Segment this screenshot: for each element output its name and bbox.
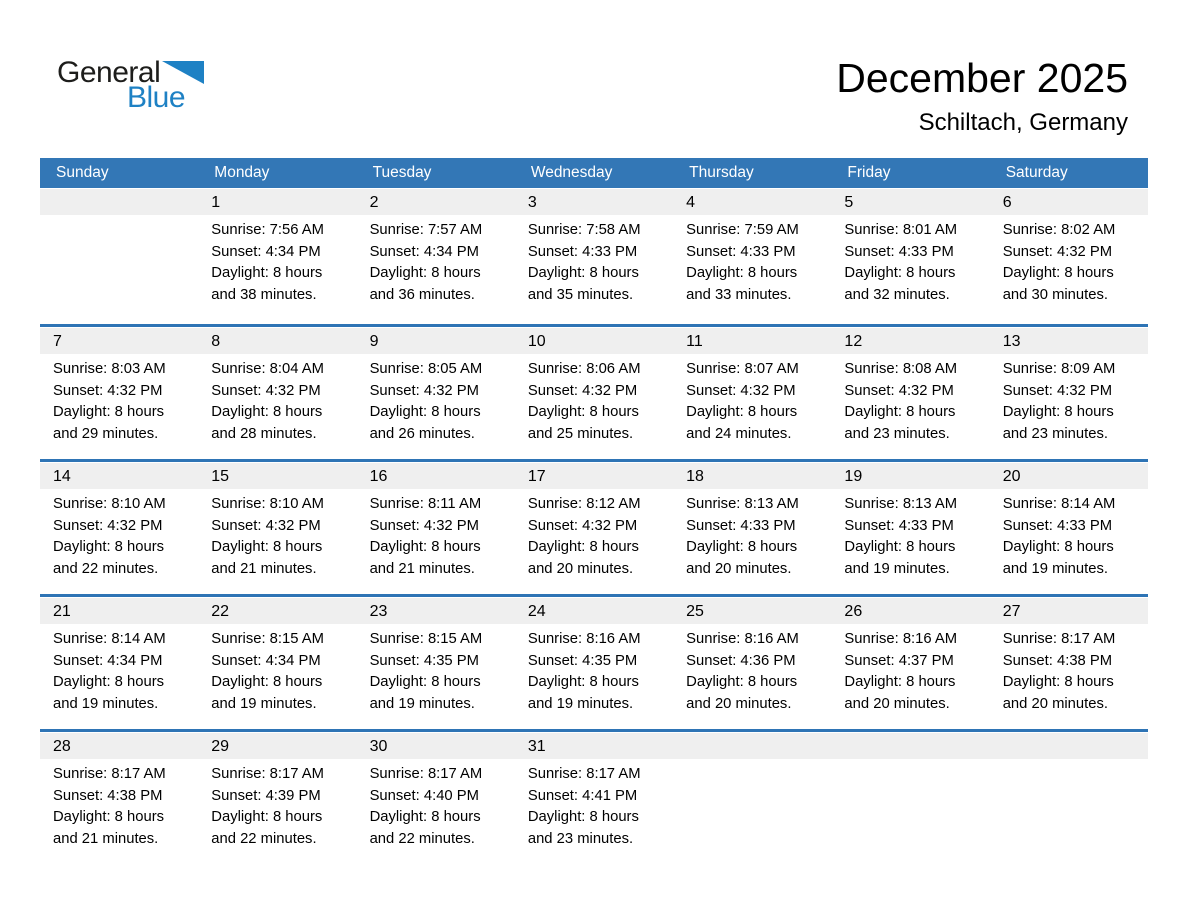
- sunset-line: Sunset: 4:40 PM: [369, 787, 479, 804]
- day-number: 20: [1002, 468, 1021, 485]
- day-number: 17: [527, 468, 546, 485]
- day-number: 23: [369, 603, 388, 620]
- day-number-strip: [40, 598, 1148, 624]
- sunrise-line: Sunrise: 8:08 AM: [844, 361, 958, 377]
- day-number-strip: [40, 733, 1148, 759]
- day-number: 22: [211, 603, 230, 620]
- daylight-line-1: Daylight: 8 hours: [686, 404, 798, 421]
- day-cell-details: [831, 494, 989, 580]
- daylight-line-2: and 21 minutes.: [369, 560, 475, 577]
- daylight-line-1: Daylight: 8 hours: [53, 404, 165, 421]
- daylight-line-2: and 24 minutes.: [686, 425, 792, 442]
- daylight-line-1: Daylight: 8 hours: [211, 404, 323, 421]
- sunset-line: Sunset: 4:32 PM: [53, 382, 163, 399]
- daylight-line-1: Daylight: 8 hours: [211, 265, 323, 282]
- daylight-line-1: Daylight: 8 hours: [1002, 265, 1114, 282]
- sunset-line: Sunset: 4:33 PM: [686, 243, 796, 260]
- sunrise-line: Sunrise: 8:03 AM: [53, 361, 166, 377]
- daylight-line-2: and 19 minutes.: [211, 695, 317, 712]
- day-cell-details: [515, 764, 673, 850]
- sunset-line: Sunset: 4:32 PM: [1002, 243, 1113, 260]
- sunset-line: Sunset: 4:33 PM: [527, 243, 638, 260]
- daylight-line-2: and 23 minutes.: [844, 425, 950, 442]
- general-blue-logo: [57, 56, 204, 114]
- day-number: 18: [686, 468, 704, 485]
- daylight-line-1: Daylight: 8 hours: [527, 674, 639, 691]
- day-cell-details: [357, 359, 515, 445]
- sunset-line: Sunset: 4:33 PM: [844, 243, 954, 260]
- day-number: 27: [1002, 603, 1021, 620]
- daylight-line-1: Daylight: 8 hours: [211, 674, 323, 691]
- sunrise-line: Sunrise: 7:58 AM: [527, 222, 641, 238]
- day-number: 14: [53, 468, 71, 485]
- daylight-line-1: Daylight: 8 hours: [844, 674, 956, 691]
- daylight-line-2: and 20 minutes.: [686, 695, 792, 712]
- day-cell-details: [40, 629, 198, 715]
- sunset-line: Sunset: 4:34 PM: [53, 652, 163, 669]
- empty-day-number: [990, 733, 1148, 760]
- daylight-line-2: and 21 minutes.: [211, 560, 317, 577]
- day-cell-details: [40, 494, 198, 580]
- sunset-line: Sunset: 4:32 PM: [527, 517, 638, 534]
- daylight-line-1: Daylight: 8 hours: [527, 265, 639, 282]
- sunset-line: Sunset: 4:35 PM: [369, 652, 479, 669]
- day-number: 7: [53, 333, 62, 350]
- day-cell-details: [357, 494, 515, 580]
- weekday-header-tuesday: Tuesday: [372, 164, 432, 181]
- day-cell-details: [673, 359, 831, 445]
- daylight-line-2: and 22 minutes.: [211, 830, 317, 847]
- day-cell-details: [673, 494, 831, 580]
- day-number: 24: [527, 603, 546, 620]
- daylight-line-1: Daylight: 8 hours: [369, 809, 481, 826]
- daylight-line-2: and 19 minutes.: [53, 695, 159, 712]
- week-row: [40, 324, 1148, 459]
- daylight-line-1: Daylight: 8 hours: [53, 674, 165, 691]
- day-number: 11: [686, 333, 703, 350]
- weekday-header-thursday: Thursday: [689, 164, 754, 181]
- sunrise-line: Sunrise: 8:17 AM: [369, 766, 483, 782]
- day-cell-details: [515, 359, 673, 445]
- day-number: 31: [527, 738, 546, 755]
- sunset-line: Sunset: 4:32 PM: [1002, 382, 1113, 399]
- empty-day-cell: [673, 764, 831, 850]
- sunrise-line: Sunrise: 8:13 AM: [686, 496, 799, 512]
- day-details-row: [40, 759, 1148, 850]
- week-row: [40, 459, 1148, 594]
- weekday-header-sunday: Sunday: [56, 164, 109, 181]
- daylight-line-2: and 20 minutes.: [686, 560, 792, 577]
- sunset-line: Sunset: 4:32 PM: [211, 382, 321, 399]
- daylight-line-1: Daylight: 8 hours: [369, 674, 481, 691]
- day-cell-details: [198, 359, 356, 445]
- daylight-line-2: and 22 minutes.: [369, 830, 475, 847]
- sunrise-line: Sunrise: 8:13 AM: [844, 496, 958, 512]
- day-number: 30: [369, 738, 388, 755]
- sunset-line: Sunset: 4:33 PM: [844, 517, 954, 534]
- calendar-grid: [40, 158, 1148, 864]
- sunset-line: Sunset: 4:35 PM: [527, 652, 638, 669]
- day-number: 3: [527, 194, 537, 211]
- empty-day-cell: [40, 220, 198, 306]
- day-cell-details: [673, 629, 831, 715]
- weekday-header-saturday: Saturday: [1005, 164, 1068, 181]
- sunrise-line: Sunrise: 8:14 AM: [53, 631, 166, 647]
- day-cell-details: [990, 359, 1148, 445]
- sunrise-line: Sunrise: 8:10 AM: [53, 496, 166, 512]
- daylight-line-2: and 32 minutes.: [844, 286, 950, 303]
- daylight-line-1: Daylight: 8 hours: [686, 539, 798, 556]
- weeks-container: [40, 189, 1148, 864]
- daylight-line-2: and 20 minutes.: [527, 560, 634, 577]
- day-cell-details: [831, 359, 989, 445]
- logo-text-general: General: [57, 56, 161, 89]
- sunrise-line: Sunrise: 7:57 AM: [369, 222, 483, 238]
- weekday-header-row: [40, 158, 1148, 188]
- week-row: [40, 189, 1148, 324]
- sunset-line: Sunset: 4:33 PM: [1002, 517, 1113, 534]
- week-row: [40, 594, 1148, 729]
- day-cell-details: [198, 494, 356, 580]
- sunset-line: Sunset: 4:33 PM: [686, 517, 796, 534]
- day-cell-details: [357, 764, 515, 850]
- day-cell-details: [357, 220, 515, 306]
- sunset-line: Sunset: 4:32 PM: [686, 382, 796, 399]
- logo-text-blue: Blue: [127, 81, 186, 114]
- sunrise-line: Sunrise: 7:59 AM: [686, 222, 799, 238]
- sunrise-line: Sunrise: 8:16 AM: [844, 631, 958, 647]
- weekday-header-friday: Friday: [847, 164, 891, 181]
- sunset-line: Sunset: 4:32 PM: [527, 382, 638, 399]
- empty-day-number: [40, 189, 198, 216]
- daylight-line-2: and 23 minutes.: [527, 830, 634, 847]
- day-number: 19: [844, 468, 863, 485]
- daylight-line-2: and 36 minutes.: [369, 286, 475, 303]
- day-number: 8: [211, 333, 221, 350]
- day-number: 13: [1002, 333, 1021, 350]
- day-number: 25: [686, 603, 704, 620]
- sunrise-line: Sunrise: 8:16 AM: [686, 631, 799, 647]
- daylight-line-1: Daylight: 8 hours: [1002, 674, 1114, 691]
- sunrise-line: Sunrise: 8:15 AM: [369, 631, 483, 647]
- day-number: 28: [53, 738, 71, 755]
- day-cell-details: [198, 629, 356, 715]
- daylight-line-2: and 20 minutes.: [1002, 695, 1108, 712]
- day-number: 1: [211, 194, 221, 211]
- sunset-line: Sunset: 4:39 PM: [211, 787, 321, 804]
- weekday-header-monday: Monday: [214, 164, 270, 181]
- daylight-line-1: Daylight: 8 hours: [369, 265, 481, 282]
- day-cell-details: [990, 494, 1148, 580]
- day-number-strip: [40, 463, 1148, 489]
- daylight-line-2: and 20 minutes.: [844, 695, 950, 712]
- sunrise-line: Sunrise: 8:05 AM: [369, 361, 483, 377]
- sunset-line: Sunset: 4:32 PM: [844, 382, 954, 399]
- daylight-line-1: Daylight: 8 hours: [1002, 404, 1114, 421]
- sunrise-line: Sunrise: 8:11 AM: [369, 496, 482, 512]
- daylight-line-1: Daylight: 8 hours: [844, 539, 956, 556]
- empty-day-number: [831, 733, 989, 760]
- daylight-line-2: and 33 minutes.: [686, 286, 792, 303]
- day-number: 6: [1002, 194, 1012, 211]
- daylight-line-2: and 35 minutes.: [527, 286, 634, 303]
- day-number-strip: [40, 328, 1148, 354]
- daylight-line-1: Daylight: 8 hours: [686, 674, 798, 691]
- empty-day-cell: [831, 764, 989, 850]
- sunrise-line: Sunrise: 7:56 AM: [211, 222, 324, 238]
- daylight-line-1: Daylight: 8 hours: [369, 539, 481, 556]
- day-cell-details: [40, 764, 198, 850]
- sunset-line: Sunset: 4:38 PM: [53, 787, 163, 804]
- sunset-line: Sunset: 4:36 PM: [686, 652, 796, 669]
- day-number: 26: [844, 603, 863, 620]
- day-cell-details: [357, 629, 515, 715]
- day-number: 12: [844, 333, 863, 350]
- sunrise-line: Sunrise: 8:01 AM: [844, 222, 958, 238]
- sunset-line: Sunset: 4:32 PM: [369, 382, 479, 399]
- daylight-line-2: and 26 minutes.: [369, 425, 475, 442]
- day-details-row: [40, 624, 1148, 715]
- daylight-line-2: and 28 minutes.: [211, 425, 317, 442]
- sunrise-line: Sunrise: 8:02 AM: [1002, 222, 1116, 238]
- day-cell-details: [198, 220, 356, 306]
- daylight-line-2: and 19 minutes.: [527, 695, 634, 712]
- page-title: December 2025: [836, 55, 1128, 101]
- day-cell-details: [990, 220, 1148, 306]
- daylight-line-1: Daylight: 8 hours: [1002, 539, 1114, 556]
- sunset-line: Sunset: 4:34 PM: [369, 243, 479, 260]
- sunrise-line: Sunrise: 8:07 AM: [686, 361, 799, 377]
- day-number: 16: [369, 468, 388, 485]
- daylight-line-2: and 23 minutes.: [1002, 425, 1108, 442]
- day-number: 4: [686, 194, 696, 211]
- daylight-line-1: Daylight: 8 hours: [686, 265, 798, 282]
- day-cell-details: [515, 220, 673, 306]
- sunrise-line: Sunrise: 8:17 AM: [1002, 631, 1116, 647]
- day-number: 10: [527, 333, 546, 350]
- daylight-line-2: and 29 minutes.: [53, 425, 159, 442]
- sunrise-line: Sunrise: 8:06 AM: [527, 361, 641, 377]
- daylight-line-2: and 38 minutes.: [211, 286, 317, 303]
- day-cell-details: [515, 629, 673, 715]
- day-number-strip: [40, 189, 1148, 215]
- daylight-line-1: Daylight: 8 hours: [527, 404, 639, 421]
- day-cell-details: [198, 764, 356, 850]
- day-number: 29: [211, 738, 230, 755]
- title-block: [836, 56, 1128, 138]
- day-number: 21: [53, 603, 71, 620]
- daylight-line-1: Daylight: 8 hours: [211, 809, 323, 826]
- day-cell-details: [515, 494, 673, 580]
- day-cell-details: [831, 629, 989, 715]
- sunrise-line: Sunrise: 8:17 AM: [211, 766, 324, 782]
- sunrise-line: Sunrise: 8:15 AM: [211, 631, 324, 647]
- sunrise-line: Sunrise: 8:09 AM: [1002, 361, 1116, 377]
- day-details-row: [40, 354, 1148, 445]
- sunset-line: Sunset: 4:38 PM: [1002, 652, 1113, 669]
- day-number: 2: [369, 194, 379, 211]
- sunset-line: Sunset: 4:34 PM: [211, 652, 321, 669]
- weekday-header-wednesday: Wednesday: [530, 164, 613, 181]
- sunrise-line: Sunrise: 8:17 AM: [53, 766, 166, 782]
- sunset-line: Sunset: 4:32 PM: [53, 517, 163, 534]
- daylight-line-1: Daylight: 8 hours: [53, 809, 165, 826]
- sunrise-line: Sunrise: 8:17 AM: [527, 766, 641, 782]
- sunset-line: Sunset: 4:32 PM: [211, 517, 321, 534]
- day-cell-details: [673, 220, 831, 306]
- day-number: 5: [844, 194, 854, 211]
- daylight-line-2: and 19 minutes.: [844, 560, 950, 577]
- daylight-line-2: and 19 minutes.: [1002, 560, 1108, 577]
- daylight-line-1: Daylight: 8 hours: [527, 539, 639, 556]
- sunrise-line: Sunrise: 8:12 AM: [527, 496, 641, 512]
- daylight-line-1: Daylight: 8 hours: [53, 539, 165, 556]
- daylight-line-2: and 30 minutes.: [1002, 286, 1108, 303]
- day-number: 15: [211, 468, 230, 485]
- day-number: 9: [369, 333, 379, 350]
- daylight-line-2: and 25 minutes.: [527, 425, 634, 442]
- daylight-line-1: Daylight: 8 hours: [211, 539, 323, 556]
- daylight-line-1: Daylight: 8 hours: [844, 265, 956, 282]
- daylight-line-1: Daylight: 8 hours: [844, 404, 956, 421]
- sunrise-line: Sunrise: 8:14 AM: [1002, 496, 1116, 512]
- week-row: [40, 729, 1148, 864]
- sunrise-line: Sunrise: 8:04 AM: [211, 361, 324, 377]
- sunset-line: Sunset: 4:32 PM: [369, 517, 479, 534]
- sunset-line: Sunset: 4:34 PM: [211, 243, 321, 260]
- day-details-row: [40, 489, 1148, 580]
- daylight-line-2: and 22 minutes.: [53, 560, 159, 577]
- empty-day-cell: [990, 764, 1148, 850]
- sunset-line: Sunset: 4:41 PM: [527, 787, 638, 804]
- day-details-row: [40, 215, 1148, 306]
- daylight-line-1: Daylight: 8 hours: [369, 404, 481, 421]
- location-subtitle: Schiltach, Germany: [918, 109, 1128, 136]
- day-cell-details: [990, 629, 1148, 715]
- sunrise-line: Sunrise: 8:16 AM: [527, 631, 641, 647]
- day-cell-details: [40, 359, 198, 445]
- empty-day-number: [673, 733, 831, 760]
- daylight-line-2: and 21 minutes.: [53, 830, 159, 847]
- sunset-line: Sunset: 4:37 PM: [844, 652, 954, 669]
- daylight-line-2: and 19 minutes.: [369, 695, 475, 712]
- daylight-line-1: Daylight: 8 hours: [527, 809, 639, 826]
- sunrise-line: Sunrise: 8:10 AM: [211, 496, 324, 512]
- day-cell-details: [831, 220, 989, 306]
